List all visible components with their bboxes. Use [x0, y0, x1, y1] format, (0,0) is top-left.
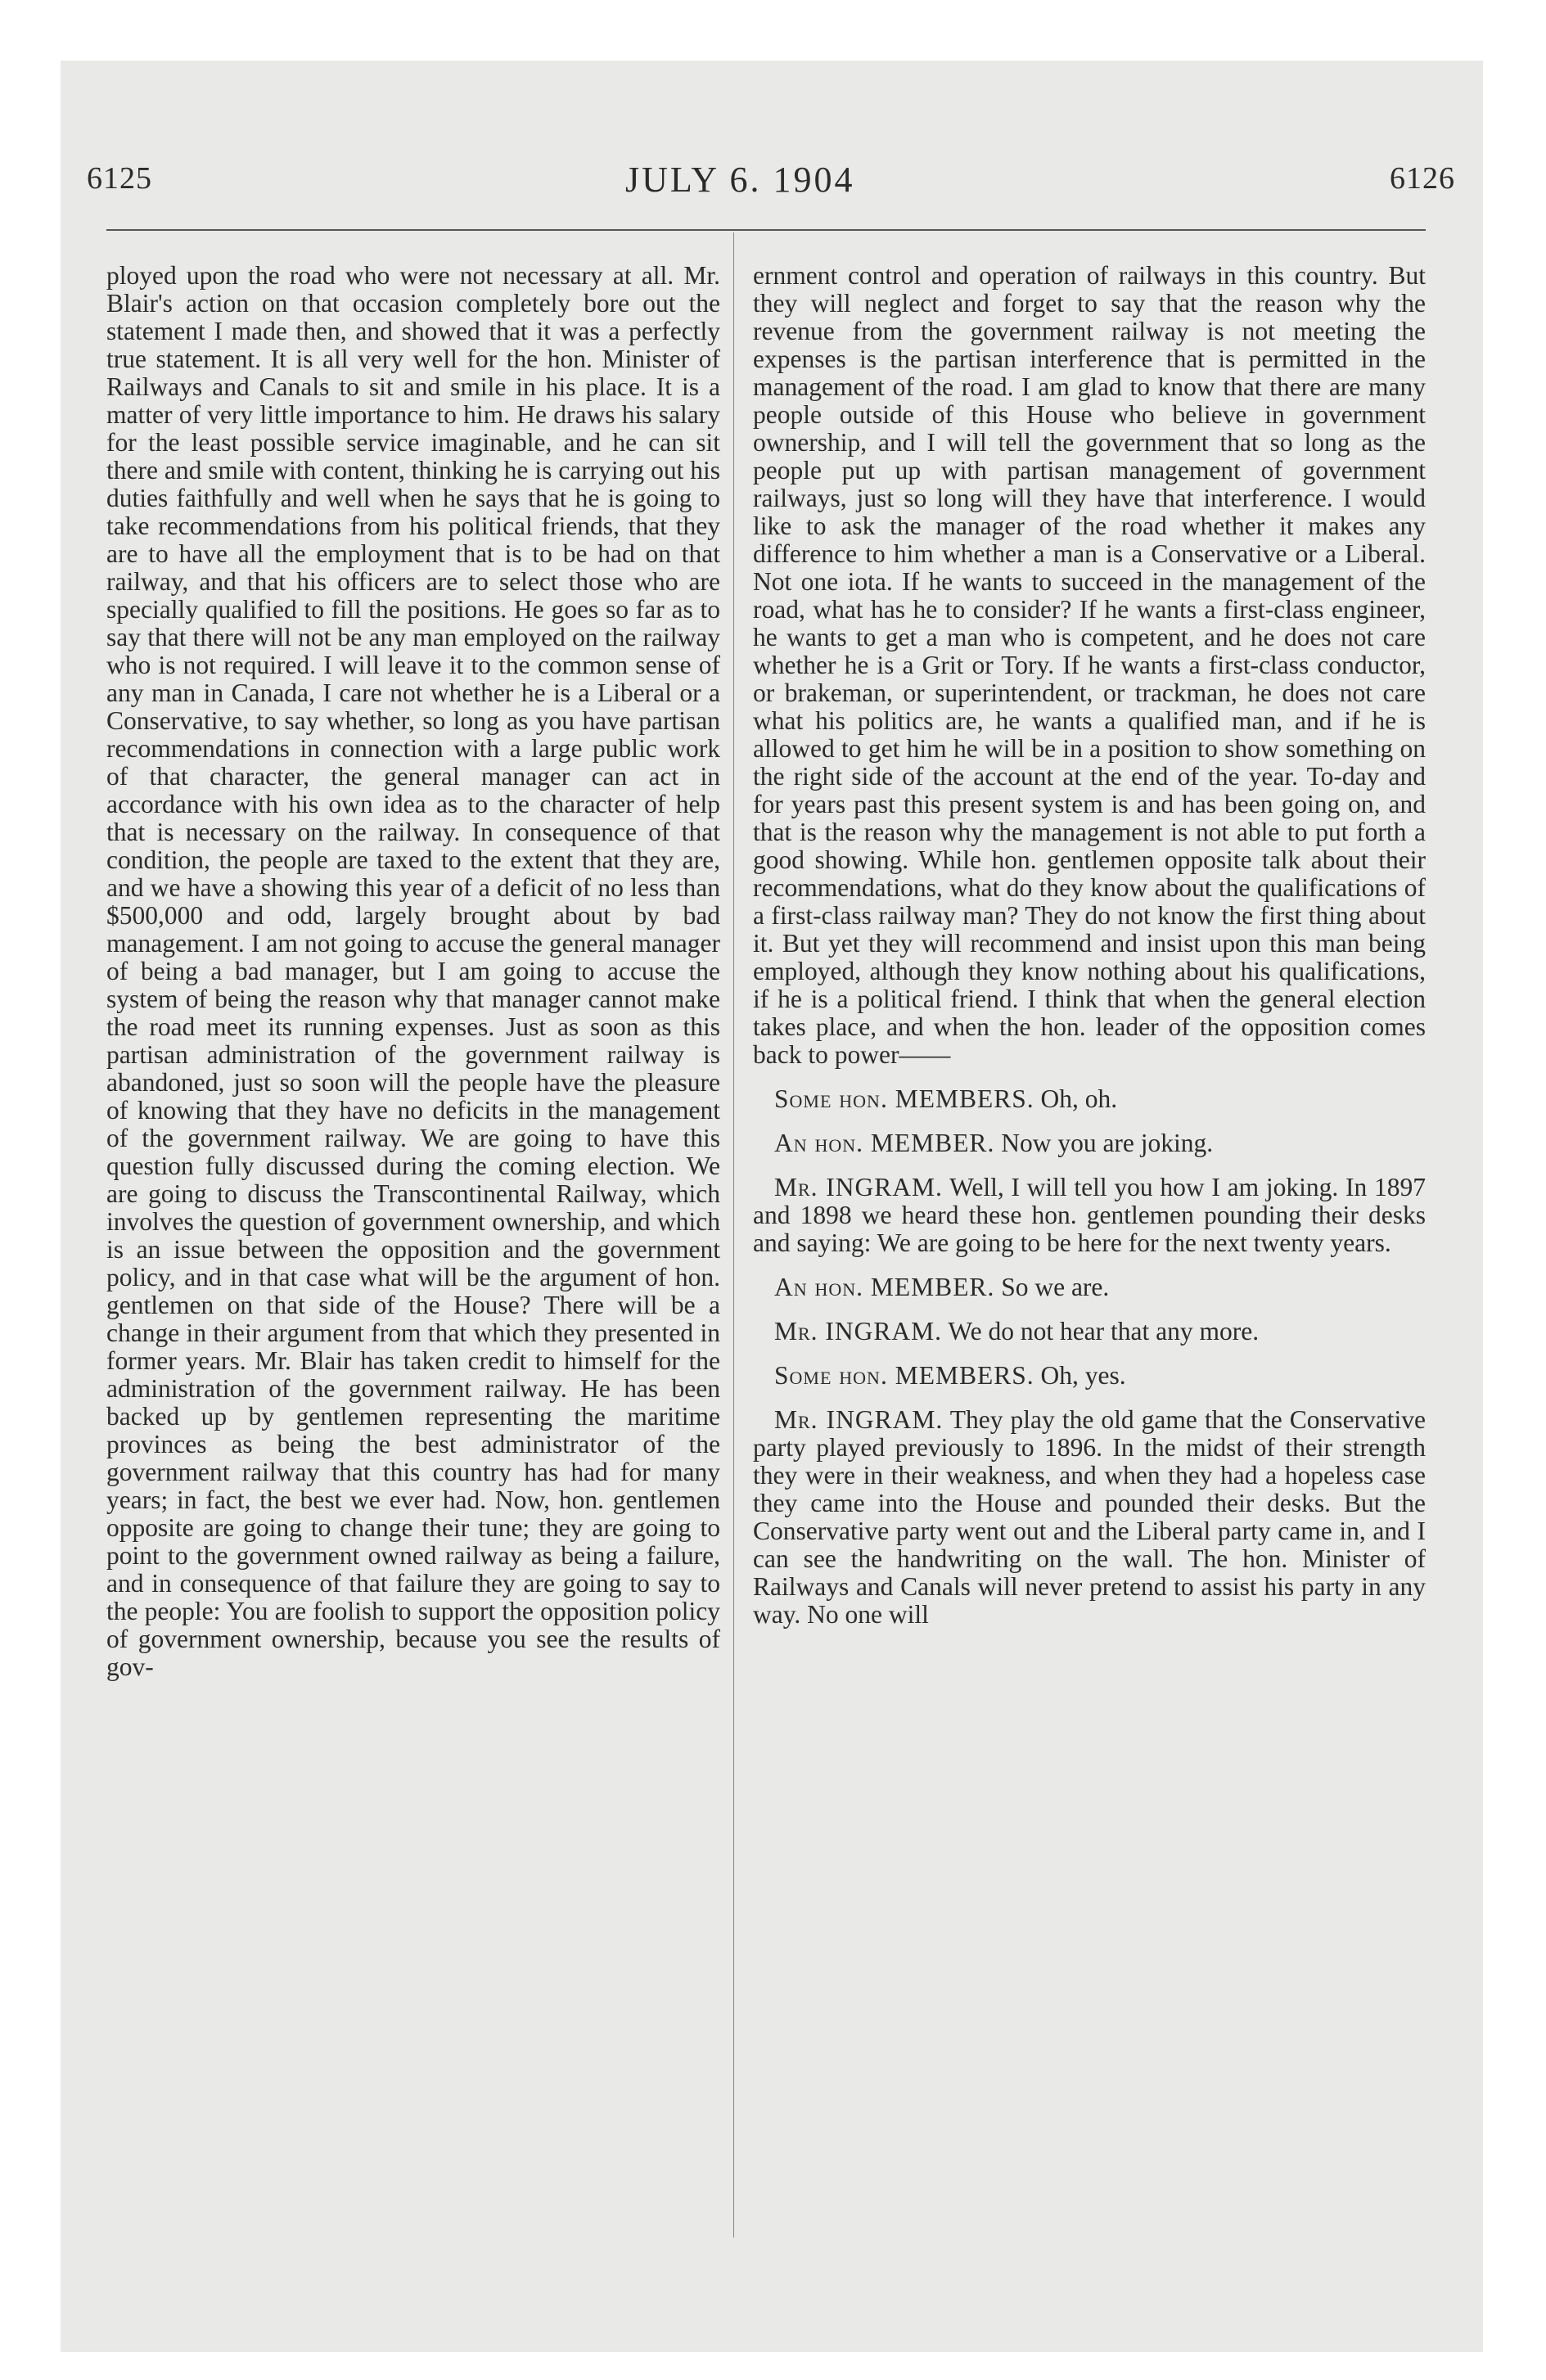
- speech-text: They play the old game that the Conservative party played previously to 1896. In the midst of their strength they were in their weakness, and when they had a hopeless case they came into the House and pounded their desks. But the Conservative party went out and the Liberal party came in, and I can see the handwriting on the wall. The hon. Minister of Railways and Canals will never pretend to assist his party in any way. No one will: [753, 1405, 1427, 1629]
- speaker-name: Mr. INGRAM.: [774, 1317, 943, 1346]
- speaker-name: Some hon. MEMBERS.: [774, 1084, 1034, 1113]
- speech-text: Oh, yes.: [1040, 1361, 1126, 1390]
- speech-text: We do not hear that any more.: [948, 1317, 1260, 1346]
- right-column: [753, 262, 1426, 1629]
- speech-3: [753, 1174, 1426, 1257]
- page-header-date: JULY 6. 1904: [625, 160, 855, 200]
- speaker-name: Some hon. MEMBERS.: [774, 1361, 1034, 1390]
- speech-6: [753, 1362, 1426, 1390]
- scanned-page: [61, 61, 1483, 2352]
- left-column-text: ployed upon the road who were not necessary at all. Mr. Blair's action on that occasion completely bore out the statement I made then, and showed that it was a perfectly true statement. It is all very well for the hon. Minister of Railways and Canals to sit and smile in his place. It is a matter of very little importance to him. He draws his salary for the least possible service imaginable, and he can sit there and smile with content, thinking he is carrying out his duties faithfully and well when he says that he is going to take recommendations from his political friends, that they are to have all the employment that is to be had on that railway, and that his officers are to select those who are specially qualified to fill the positions. He goes so far as to say that there will not be any man employed on the railway who is not required. I will leave it to the common sense of any man in Canada, I care not whether he is a Liberal or a Conservative, to say whether, so long as you have partisan recommendations in connection with a large public work of that character, the general manager can act in accordance with his own idea as to the character of help that is necessary on the railway. In consequence of that condition, the people are taxed to the extent that they are, and we have a showing this year of a deficit of no less than $500,000 and odd, largely brought about by bad management. I am not going to accuse the general manager of being a bad manager, but I am going to accuse the system of being the reason why that manager cannot make the road meet its running expenses. Just as soon as this partisan administration of the government railway is abandoned, just so soon will the people have the pleasure of knowing that they have no deficits in the management of the government railway. We are going to have this question fully discussed during the coming election. We are going to discuss the Transcontinental Railway, which involves the question of government ownership, and which is an issue between the opposition and the government policy, and in that case what will be the argument of hon. gentlemen on that side of the House? There will be a change in their argument from that which they presented in former years. Mr. Blair has taken credit to himself for the administration of the government railway. He has been backed up by gentlemen representing the maritime provinces as being the best administrator of the government railway that this country has had for many years; in fact, the best we ever had. Now, hon. gentlemen opposite are going to change their tune; they are going to point to the government owned railway as being a failure, and in consequence of that failure they are going to say to the people: You are foolish to support the opposition policy of government ownership, because you see the results of gov-: [106, 261, 720, 1681]
- speech-text: Oh, oh.: [1040, 1084, 1118, 1113]
- right-column-continuation: ernment control and operation of railways in this country. But they will neglect and forget to say that the reason why the revenue from the government railway is not meeting the expenses is the partisan interference that is permitted in the management of the road. I am glad to know that there are many people outside of this House who believe in government ownership, and I will tell the government that so long as the people put up with partisan management of government railways, just so long will they have that interference. I would like to ask the manager of the road whether it makes any difference to him whether a man is a Conservative or a Liberal. Not one iota. If he wants to succeed in the management of the road, what has he to consider? If he wants a first-class engineer, he wants to get a man who is competent, and he does not care whether he is a Grit or Tory. If he wants a first-class conductor, or brakeman, or superintendent, or trackman, he does not care what his politics are, he wants a qualified man, and if he is allowed to get him he will be in a position to show something on the right side of the account at the end of the year. To-day and for years past this present system is and has been going on, and that is the reason why the management is not able to put forth a good showing. While hon. gentlemen opposite talk about their recommendations, what do they know about the qualifications of a first-class railway man? They do not know the first thing about it. But yet they will recommend and insist upon this man being employed, although they know nothing about his qualifications, if he is a political friend. I think that when the general election takes place, and when the hon. leader of the opposition comes back to power——: [753, 261, 1426, 1069]
- speech-1: [753, 1085, 1426, 1113]
- speaker-name: An hon. MEMBER.: [774, 1129, 995, 1157]
- page-number-right: 6126: [1390, 161, 1455, 196]
- speech-7: [753, 1406, 1426, 1629]
- speech-4: [753, 1273, 1426, 1301]
- speech-5: [753, 1318, 1426, 1346]
- speaker-name: Mr. INGRAM.: [774, 1173, 943, 1201]
- header-rule: [106, 229, 1426, 231]
- speech-text: So we are.: [1001, 1273, 1110, 1301]
- left-column: [106, 262, 720, 1681]
- speaker-name: An hon. MEMBER.: [774, 1273, 995, 1301]
- column-divider: [733, 232, 734, 2238]
- speech-text: Now you are joking.: [1001, 1129, 1214, 1157]
- speech-text: Well, I will tell you how I am joking. In 1897 and 1898 we heard these hon. gentlemen pounding their desks and saying: We are going to be here for the next twenty years.: [753, 1173, 1426, 1257]
- page-number-left: 6125: [87, 161, 152, 196]
- speech-2: [753, 1129, 1426, 1157]
- speaker-name: Mr. INGRAM.: [774, 1405, 944, 1434]
